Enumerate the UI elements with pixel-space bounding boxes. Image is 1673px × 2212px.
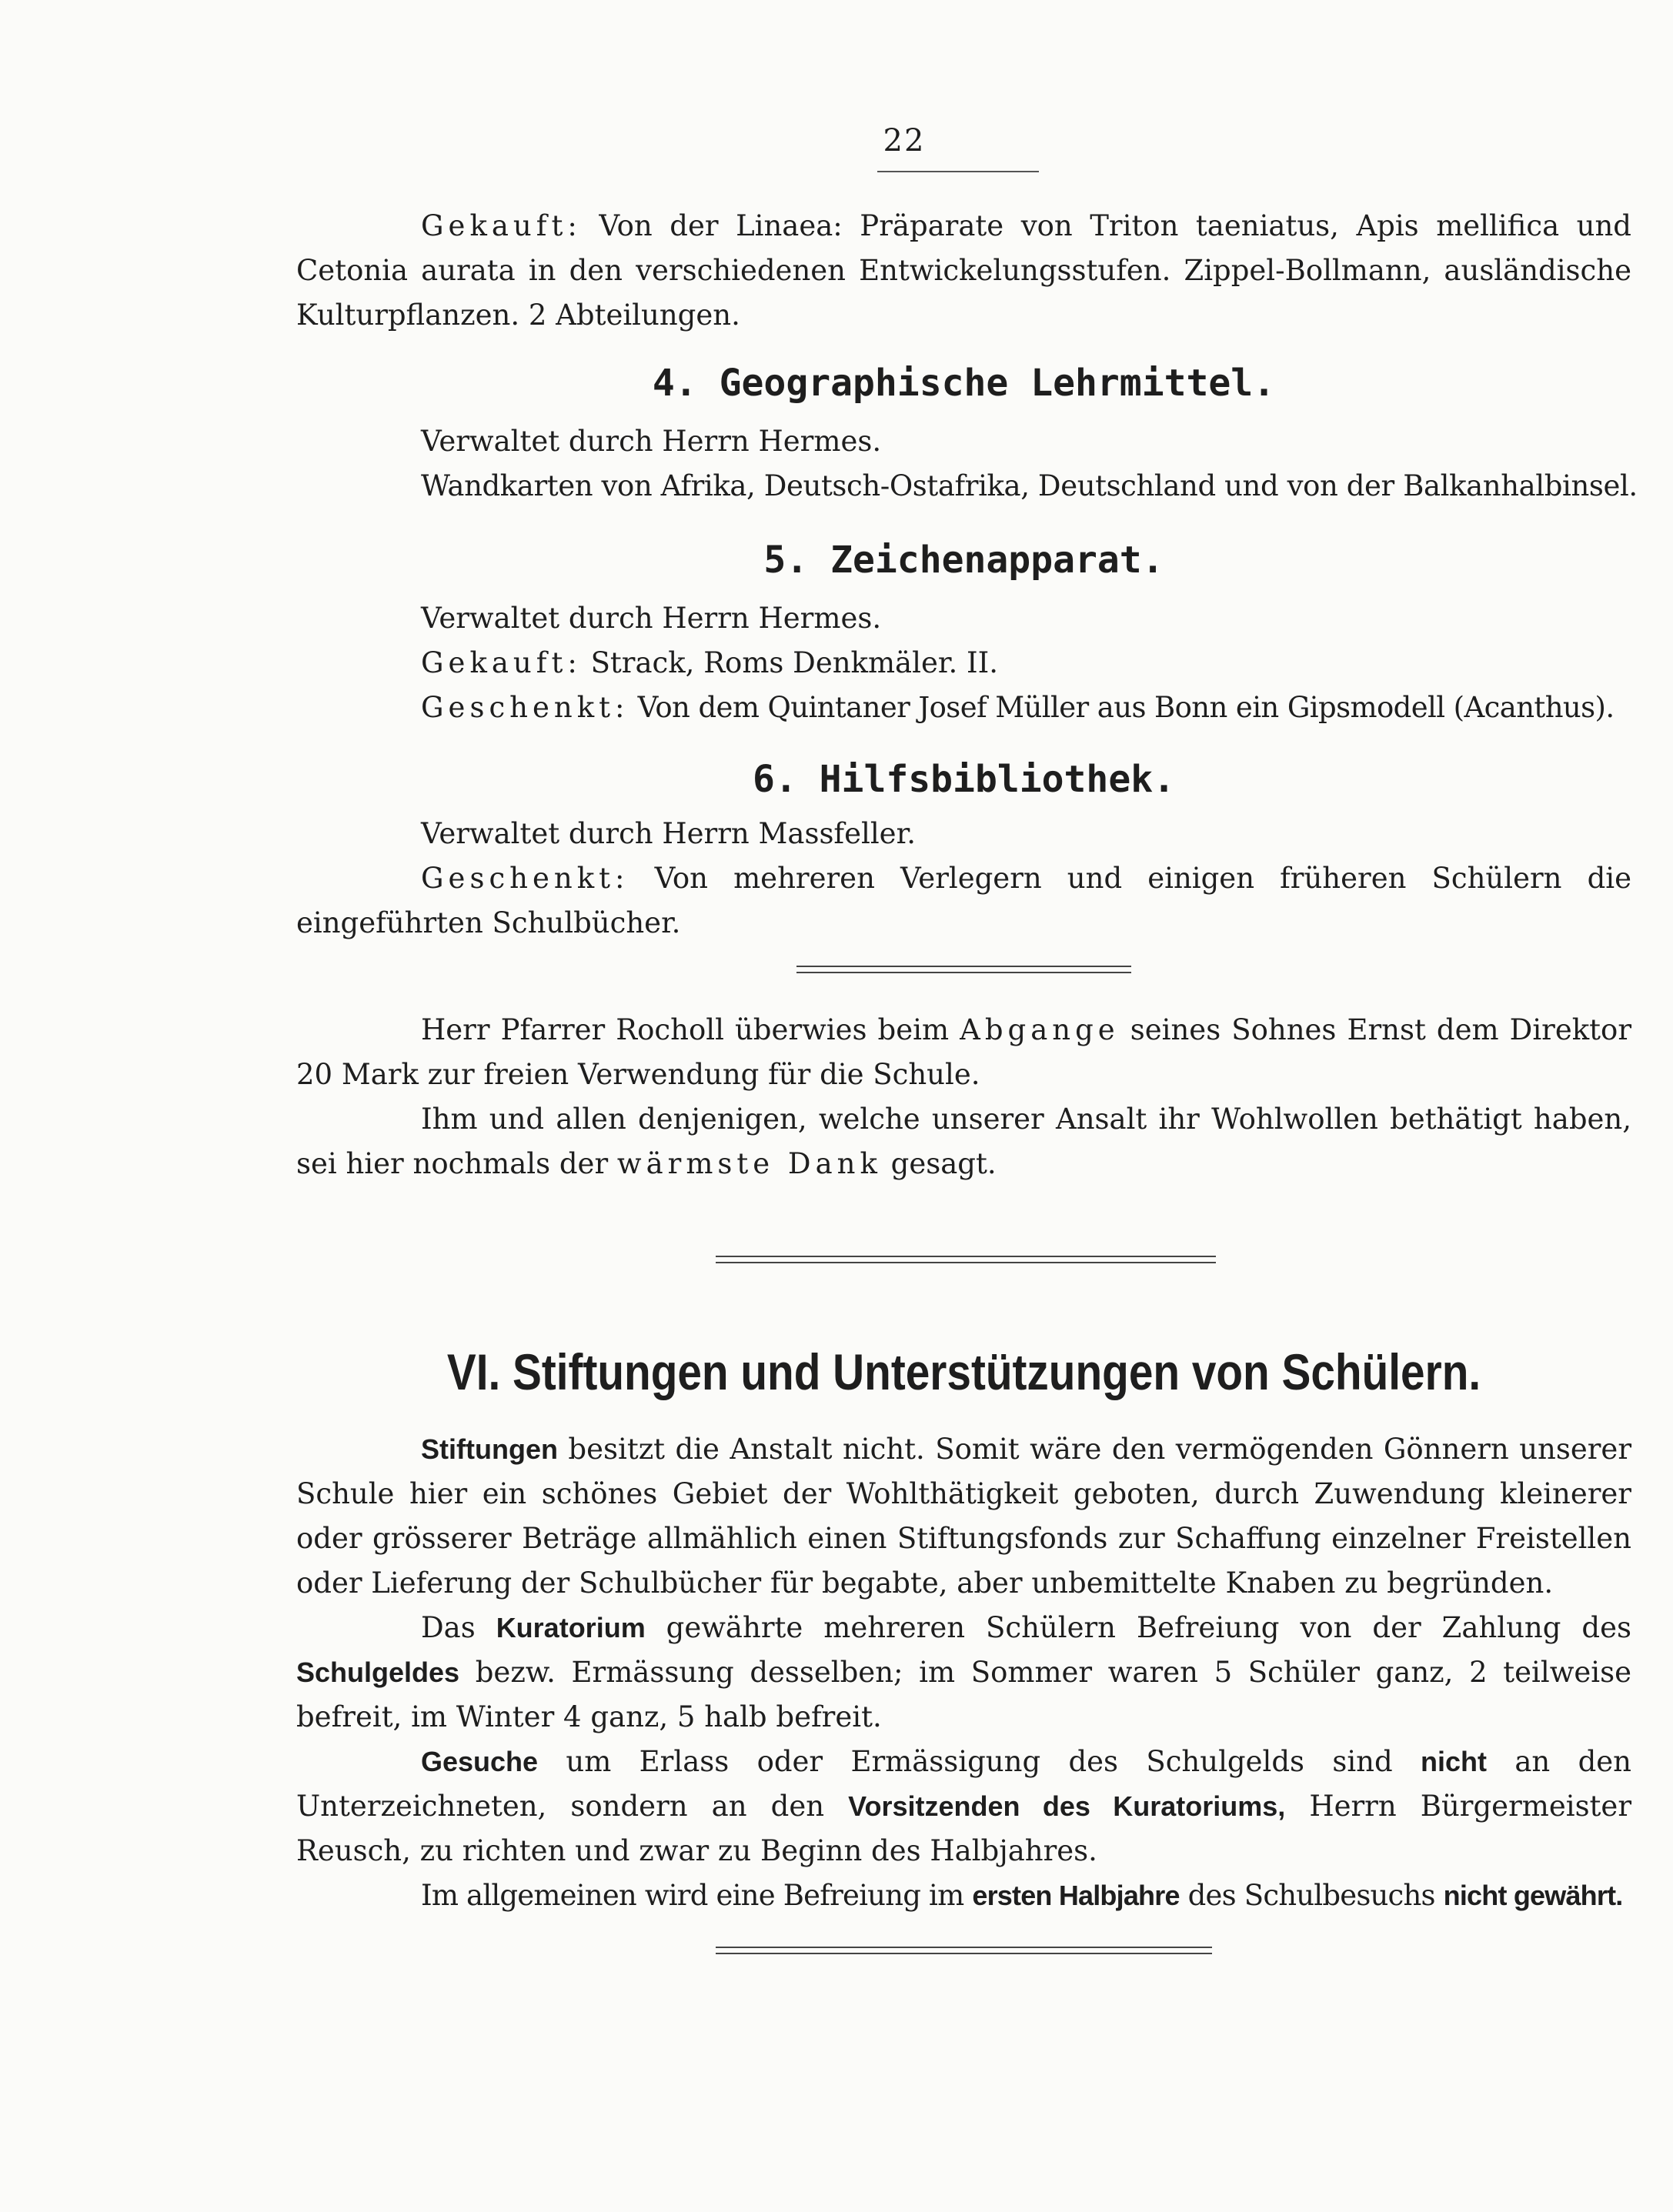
section-5-gekauft — [296, 641, 1631, 686]
vorsitzenden-bold: Vorsitzenden des Kuratoriums, — [848, 1790, 1286, 1822]
nicht-gewaehrt-bold: nicht gewährt. — [1443, 1880, 1623, 1911]
thanks-block — [296, 1008, 1631, 1186]
kuratorium-bold: Kuratorium — [496, 1612, 646, 1643]
section-6-geschenkt — [296, 856, 1631, 946]
section-vi-paragraph-2 — [296, 1606, 1631, 1740]
thanks-text-a: Herr Pfarrer Rocholl überwies beim — [421, 1013, 950, 1046]
section-vi-heading: VI. Stiftungen und Unterstützungen von Schülern. — [446, 1343, 1481, 1400]
section-6-heading: 6. Hilfsbibliothek. — [752, 758, 1176, 801]
text-fragment: des Schulbesuchs — [1187, 1879, 1435, 1912]
geschenkt-text: Von dem Quintaner Josef Müller aus Bonn ein Gipsmodell (Acanthus). — [637, 691, 1615, 724]
section-4-text: Wandkarten von Afrika, Deutsch-Ostafrika, Deutschland und von der Balkanhalbinsel. — [421, 469, 1638, 502]
geschenkt-label: Geschenkt: — [421, 691, 629, 724]
text-fragment: bezw. Ermässung desselben; im Sommer waren 5 Schüler ganz, 2 teilweise befreit, im Winter 4 ganz, 5 halb befreit. — [296, 1656, 1632, 1733]
separator-rule — [716, 1256, 1216, 1263]
section-6 — [296, 758, 1631, 801]
text-fragment: Das — [421, 1611, 476, 1644]
section-vi-paragraph-3 — [296, 1740, 1631, 1873]
intro-paragraph — [296, 204, 1631, 338]
thanks-text-c: gesagt. — [890, 1147, 997, 1180]
section-4-admin: Verwaltet durch Herrn Hermes. — [421, 425, 882, 458]
thanks-text-a: Ihm und allen denjenigen, welche unserer Ansalt ihr Wohlwollen bethätigt haben, sei hier nochmals der — [296, 1103, 1631, 1180]
section-5-heading: 5. Zeichenapparat. — [763, 539, 1164, 582]
gesuche-bold: Gesuche — [421, 1746, 539, 1777]
thanks-text-c: seines Sohnes Ernst dem Direktor 20 Mark zur freien Verwendung für die Schule. — [296, 1013, 1632, 1091]
intro-text: Von der Linaea: Präparate von Triton taeniatus, Apis mellifica und Cetonia aurata in den verschiedenen Entwickelungsstufen. Zippel-Bollmann, ausländische Kulturpflanzen. 2 Abteilungen. — [296, 209, 1631, 332]
thanks-paragraph-2 — [296, 1097, 1631, 1186]
section-6-admin: Verwaltet durch Herrn Massfeller. — [421, 817, 916, 850]
section-6-body — [296, 812, 1631, 946]
stiftungen-bold: Stiftungen — [421, 1433, 558, 1465]
thanks-spaced-word: Abgange — [960, 1013, 1120, 1046]
section-5-geschenkt — [296, 686, 1631, 730]
separator-rule — [716, 1947, 1212, 1954]
section-vi-paragraph-4 — [296, 1873, 1631, 1918]
page-number: 22 — [883, 123, 926, 158]
text-fragment: an den Unterzeichneten, sondern an den — [296, 1745, 1632, 1823]
geschenkt-text: Von mehreren Verlegern und einigen früheren Schülern die eingeführten Schulbücher. — [296, 862, 1631, 939]
ersten-halbjahre-bold: ersten Halbjahre — [972, 1880, 1180, 1911]
thanks-spaced-words: wärmste Dank — [616, 1147, 882, 1180]
nicht-bold: nicht — [1421, 1746, 1488, 1777]
section-4-heading: 4. Geographische Lehrmittel. — [652, 362, 1276, 405]
text-fragment: Im allgemeinen wird eine Befreiung im — [421, 1879, 964, 1912]
section-5 — [296, 539, 1631, 582]
section-vi-paragraph-1 — [296, 1427, 1631, 1606]
gekauft-label: Gekauft: — [421, 209, 582, 242]
section-4 — [296, 362, 1631, 405]
text-fragment: Herrn Bürgermeister Reusch, zu richten und zwar zu Beginn des Halbjahres. — [296, 1790, 1632, 1867]
stiftungen-text: besitzt die Anstalt nicht. Somit wäre den vermögenden Gönnern unserer Schule hier ein schönes Gebiet der Wohlthätigkeit geboten, durch Zuwendung kleinerer oder grösserer Beträge allmählich einen Stiftungsfonds zur Schaffung einzelner Freistellen oder Lieferung der Schulbücher für begabte, aber unbemittelte Knaben zu begründen. — [296, 1433, 1632, 1600]
geschenkt-label: Geschenkt: — [421, 862, 629, 895]
section-5-body — [296, 596, 1631, 730]
separator-rule — [796, 966, 1131, 973]
text-fragment: gewährte mehreren Schülern Befreiung von der Zahlung des — [666, 1611, 1631, 1644]
section-4-body — [296, 419, 1638, 509]
section-vi-body — [296, 1427, 1631, 1918]
page-number-rule — [877, 171, 1039, 172]
intro-block — [296, 204, 1631, 338]
text-fragment: um Erlass oder Ermässigung des Schulgelds sind — [566, 1745, 1393, 1778]
schulgeldes-bold: Schulgeldes — [296, 1656, 460, 1688]
thanks-paragraph-1 — [296, 1008, 1631, 1097]
gekauft-text: Strack, Roms Denkmäler. II. — [590, 646, 998, 679]
gekauft-label: Gekauft: — [421, 646, 582, 679]
section-5-admin: Verwaltet durch Herrn Hermes. — [421, 602, 882, 635]
